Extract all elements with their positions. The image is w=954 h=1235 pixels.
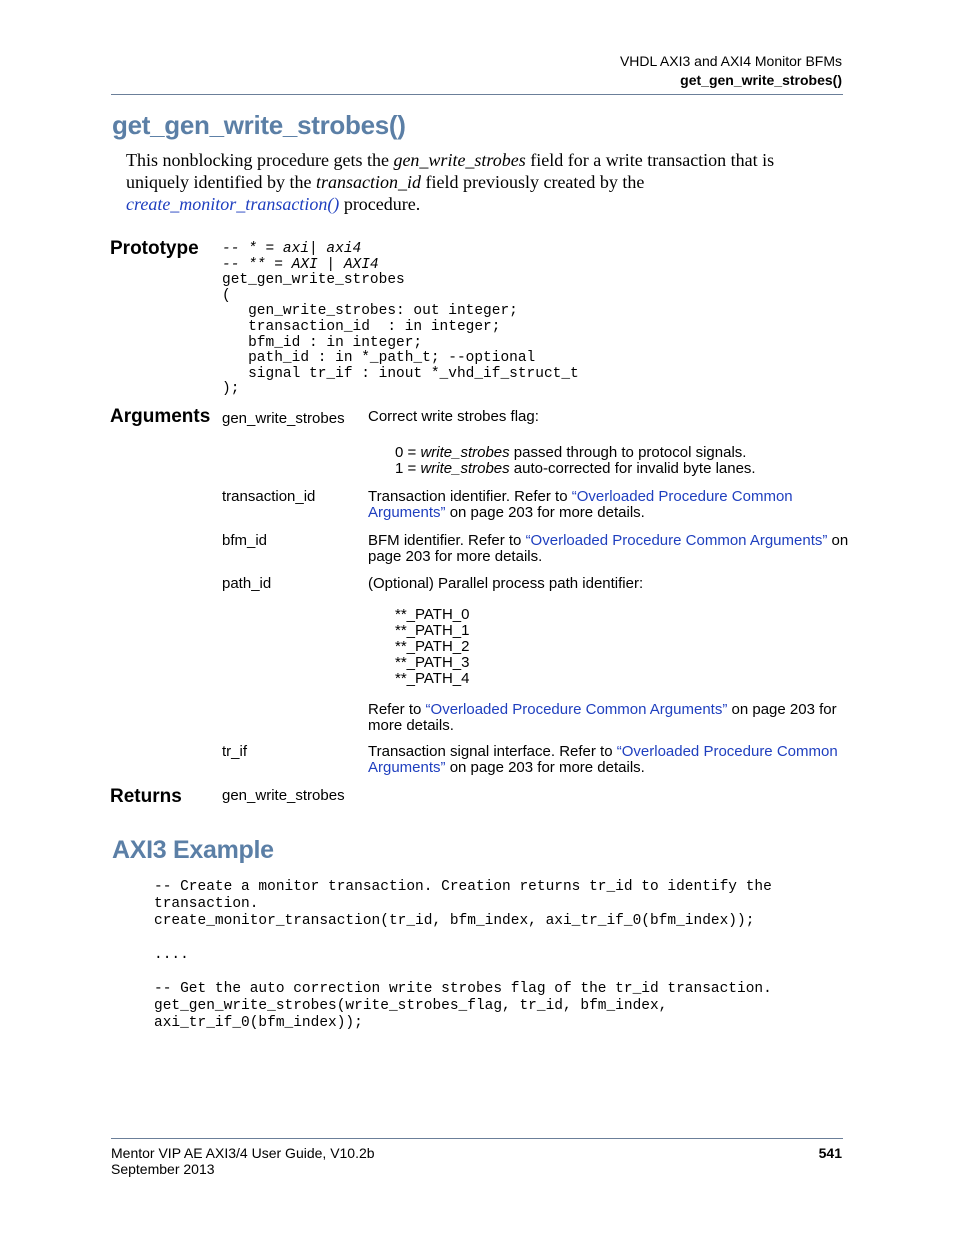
path-id-reference: Refer to “Overloaded Procedure Common Arguments” on page 203 for more details.	[368, 701, 837, 734]
path-value: **_PATH_1	[395, 622, 470, 639]
footer-guide-title: Mentor VIP AE AXI3/4 User Guide, V10.2b	[111, 1145, 375, 1161]
code-line: signal tr_if : inout *_vhd_if_struct_t	[222, 365, 579, 382]
overloaded-args-link[interactable]: “Overloaded Procedure Common Arguments”	[425, 701, 728, 718]
path-value: **_PATH_3	[395, 654, 470, 671]
prototype-code	[222, 242, 579, 398]
path-value: **_PATH_0	[395, 606, 470, 623]
arg-name-gen-write-strobes: gen_write_strobes	[222, 410, 345, 427]
path-value: **_PATH_4	[395, 670, 470, 687]
code-line	[154, 964, 772, 981]
page-title: get_gen_write_strobes()	[112, 110, 406, 140]
code-line: axi_tr_if_0(bfm_index));	[154, 1015, 363, 1031]
code-line: create_monitor_transaction(tr_id, bfm_index, axi_tr_if_0(bfm_index));	[154, 913, 755, 929]
path-value: **_PATH_2	[395, 638, 470, 655]
code-line: transaction.	[154, 896, 259, 912]
arguments-label: Arguments	[110, 406, 211, 427]
example-code	[154, 879, 772, 1032]
code-line: path_id : in *_path_t; --optional	[222, 350, 536, 367]
intro-paragraph: This nonblocking procedure gets the gen_write_strobes field for a write transaction that is uniquely identified by the transaction_id field previously created by the create_monitor_transaction() procedure.	[126, 150, 775, 214]
running-header-section: get_gen_write_strobes()	[680, 72, 842, 88]
code-line: bfm_id : in integer;	[222, 334, 423, 351]
option-1: 1 = write_strobes auto-corrected for invalid byte lanes.	[395, 460, 756, 477]
arg-name-transaction-id: transaction_id	[222, 488, 316, 505]
arg-name-path-id: path_id	[222, 575, 272, 592]
code-line: get_gen_write_strobes	[222, 272, 405, 289]
overloaded-args-link[interactable]: “Overloaded Procedure Common Arguments”	[368, 743, 838, 776]
code-line: get_gen_write_strobes(write_strobes_flag, tr_id, bfm_index,	[154, 998, 668, 1014]
create-monitor-transaction-link[interactable]: create_monitor_transaction()	[126, 194, 340, 214]
code-line	[154, 930, 772, 947]
arg-desc-transaction-id: Transaction identifier. Refer to “Overloaded Procedure Common Arguments” on page 203 for more details.	[368, 488, 793, 521]
footer-date: September 2013	[111, 1161, 215, 1177]
code-line: ....	[154, 947, 189, 963]
code-line: -- Create a monitor transaction. Creation returns tr_id to identify the	[154, 879, 772, 895]
overloaded-args-link[interactable]: “Overloaded Procedure Common Arguments”	[525, 532, 828, 549]
arg-desc-tr-if: Transaction signal interface. Refer to “Overloaded Procedure Common Arguments” on page 203 for more details.	[368, 743, 838, 776]
footer-rule	[111, 1138, 843, 1139]
code-line: gen_write_strobes: out integer;	[222, 303, 518, 320]
page-number: 541	[818, 1145, 842, 1161]
header-rule	[111, 94, 843, 95]
code-line: transaction_id : in integer;	[222, 318, 501, 335]
arg-desc-gen-write-strobes: Correct write strobes flag: 0 = write_strobes passed through to protocol signals. 1 = write_strobes auto-corrected for invalid byte lanes.	[368, 409, 858, 477]
returns-label: Returns	[110, 786, 182, 807]
prototype-label: Prototype	[110, 238, 199, 259]
code-line: );	[222, 381, 240, 398]
arg-name-tr-if: tr_if	[222, 743, 248, 760]
code-line: -- * = axi| axi4	[222, 241, 362, 257]
option-0: 0 = write_strobes passed through to protocol signals.	[395, 444, 747, 461]
code-line: -- Get the auto correction write strobes flag of the tr_id transaction.	[154, 981, 772, 997]
overloaded-args-link[interactable]: “Overloaded Procedure Common Arguments”	[368, 488, 793, 521]
example-title: AXI3 Example	[112, 836, 274, 864]
arg-desc-bfm-id: BFM identifier. Refer to “Overloaded Procedure Common Arguments” on page 203 for more details.	[368, 532, 849, 565]
code-line: (	[222, 287, 231, 304]
returns-value: gen_write_strobes	[222, 787, 345, 804]
arg-desc-path-id: (Optional) Parallel process path identifier: **_PATH_0 **_PATH_1 **_PATH_2 **_PATH_3 **_PATH_4 Refer to “Overloaded Procedure Common Arguments” on page 203 for more details.	[368, 576, 858, 734]
arg-name-bfm-id: bfm_id	[222, 532, 268, 549]
code-line: -- ** = AXI | AXI4	[222, 256, 379, 273]
running-header-chapter: VHDL AXI3 and AXI4 Monitor BFMs	[619, 53, 842, 69]
